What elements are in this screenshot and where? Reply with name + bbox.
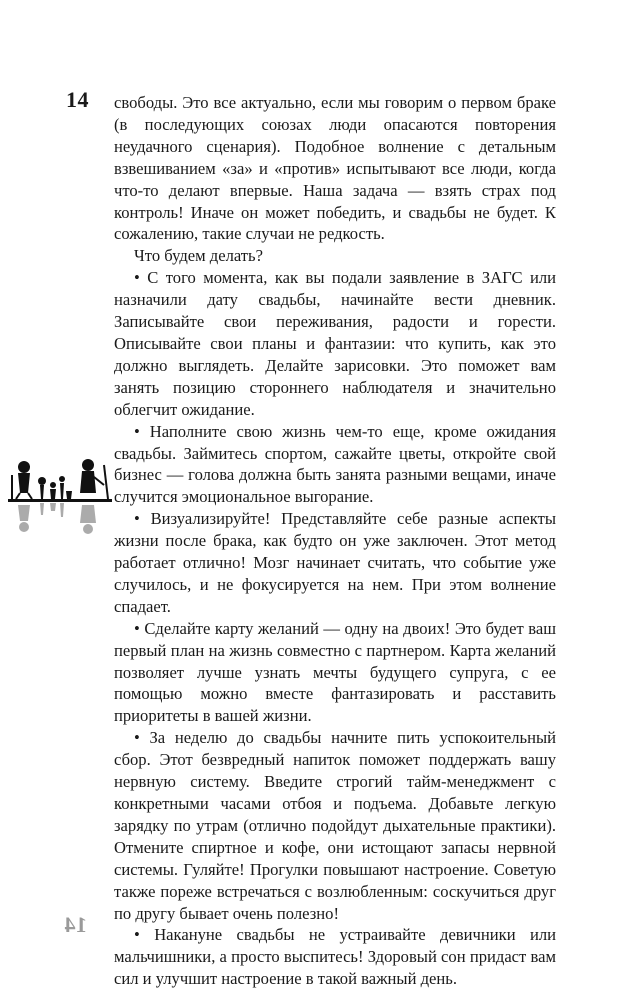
page-number-mirrored: 14	[64, 912, 87, 937]
paragraph-question: Что будем делать?	[134, 246, 263, 266]
page-number: 14	[66, 87, 89, 112]
paragraph-intro: свободы. Это все актуально, если мы говорим о первом браке (в последующих союзах люди опасаются повторения неудачного сценария). Подобное волнение с детальным взвешиванием «за» и «против» испытывают все люди, когда что-то делают впервые. Наша задача — взять страх под контроль! Иначе он может победить, и свадьбы не будет. К сожалению, такие случаи не редкость.	[114, 93, 556, 244]
body-text	[114, 92, 556, 990]
list-item-fill-life: • Наполните свою жизнь чем-то еще, кроме ожидания свадьбы. Займитесь спортом, сажайте цветы, откройте свой бизнес — голова должна быть занята разными вещами, иначе случится эмоциональное выгорание.	[114, 421, 556, 507]
list-item-calming-tea: • За неделю до свадьбы начните пить успокоительный сбор. Этот безвредный напиток поможет поддержать вашу нервную систему. Введите строгий тайм-менеджмент с конкретными часами отбоя и подъема. Добавьте легкую зарядку по утрам (отлично подойдут дыхательные практики). Отмените спиртное и кофе, они истощают запасы нервной системы. Гуляйте! Прогулки повышают настроение. Советую также пореже встречаться с возлюбленным: соскучиться друг по другу бывает очень полезно!	[114, 728, 556, 923]
list-item-diary: • С того момента, как вы подали заявление в ЗАГС или назначили дату свадьбы, начинайте вести дневник. Записывайте свои переживания, радости и горести. Описывайте свои планы и фантазии: что купить, как это должно выглядеть. Делайте зарисовки. Это поможет вам занять позицию стороннего наблюдателя и значительно облегчит ожидание.	[114, 268, 556, 419]
list-item-sleep: • Накануне свадьбы не устраивайте девичники или мальчишники, а просто выспитесь! Здоровый сон придаст вам сил и улучшит настроение в такой важный день.	[114, 925, 556, 989]
list-item-visualize: • Визуализируйте! Представляйте себе разные аспекты жизни после брака, как будто он уже заключен. Этот метод работает отлично! Мозг начинает считать, что событие уже случилось, и не фокусируется на нем. При этом волнение спадает.	[114, 509, 556, 616]
list-item-wish-map: • Сделайте карту желаний — одну на двоих! Это будет ваш первый план на жизнь совместно с партнером. Карта желаний позволяет лучше узнать мечты будущего супруга, с ее помощью можно вместе фантазировать и расставить приоритеты в вашей жизни.	[114, 618, 556, 726]
dinner-table-people-icon	[8, 455, 112, 540]
